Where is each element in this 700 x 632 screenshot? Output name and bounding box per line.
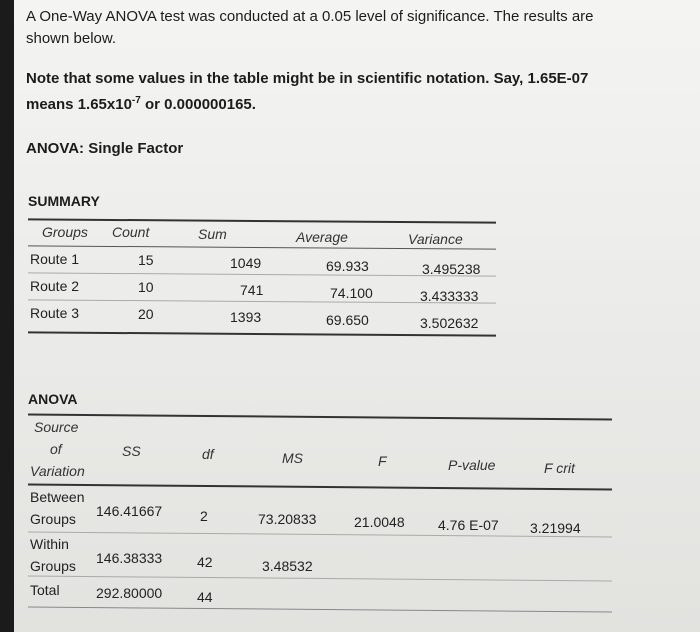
note-suffix: or 0.000000165. (140, 96, 256, 113)
summary-header-sum: Sum (198, 226, 227, 242)
summary-route-1-group: Route 1 (30, 251, 80, 267)
anova-within-ms: 3.48532 (262, 558, 313, 574)
summary-route-1-variance: 3.495238 (422, 261, 481, 277)
anova-header-df: df (202, 446, 214, 462)
anova-within-df: 42 (197, 554, 213, 570)
anova-label: ANOVA (28, 391, 78, 407)
anova-between-df: 2 (200, 508, 208, 524)
summary-route-1-sum: 1049 (230, 255, 262, 271)
summary-header-average: Average (296, 229, 348, 245)
anova-between-f: 21.0048 (354, 514, 405, 530)
anova-between-source-line-1: Between (30, 489, 85, 505)
anova-within-source-line-2: Groups (30, 558, 76, 574)
summary-route-3-average: 69.650 (326, 312, 369, 328)
anova-row-rule (28, 575, 612, 581)
note-prefix: means 1.65x10 (26, 96, 132, 113)
summary-route-2-count: 10 (138, 279, 154, 295)
anova-header-p-value: P-value (448, 457, 496, 473)
anova-header-ss: SS (122, 443, 141, 459)
summary-route-3-group: Route 3 (30, 305, 80, 321)
anova-between-p-value: 4.76 E-07 (438, 517, 499, 533)
anova-top-rule (28, 413, 612, 420)
summary-header-groups: Groups (42, 224, 88, 240)
summary-bottom-rule (28, 331, 496, 336)
anova-header-ms: MS (282, 450, 303, 466)
anova-between-ss: 146.41667 (96, 503, 163, 519)
anova-header-rule (28, 483, 612, 490)
summary-route-1-average: 69.933 (326, 258, 369, 274)
anova-header-source-line-2: of (50, 441, 62, 457)
summary-route-3-variance: 3.502632 (420, 315, 479, 331)
worksheet-page (14, 0, 700, 632)
anova-header-f-crit: F crit (544, 460, 575, 476)
anova-between-ms: 73.20833 (258, 511, 317, 527)
summary-top-rule (28, 218, 496, 223)
summary-route-2-group: Route 2 (30, 278, 80, 294)
intro-line-2: shown below. (26, 30, 117, 47)
anova-between-source-line-2: Groups (30, 511, 76, 527)
anova-title: ANOVA: Single Factor (26, 140, 184, 157)
summary-header-count: Count (112, 224, 150, 240)
anova-bottom-rule (28, 606, 612, 612)
summary-route-1-count: 15 (138, 252, 154, 268)
summary-route-3-count: 20 (138, 306, 154, 322)
anova-total-ss: 292.80000 (96, 585, 163, 601)
anova-between-f-crit: 3.21994 (530, 520, 581, 536)
anova-header-source-line-1: Source (34, 419, 79, 435)
intro-line-1: A One-Way ANOVA test was conducted at a 0.05 level of significance. The results are (26, 8, 594, 25)
anova-total-source: Total (30, 582, 60, 598)
summary-route-2-sum: 741 (240, 282, 264, 298)
summary-route-2-average: 74.100 (330, 285, 373, 301)
summary-header-variance: Variance (408, 231, 463, 247)
note-exponent: -7 (131, 95, 141, 106)
anova-within-ss: 146.38333 (96, 550, 163, 566)
note-line-2 (26, 95, 256, 113)
note-line-1: Note that some values in the table might be in scientific notation. Say, 1.65E-07 (26, 70, 589, 87)
summary-label: SUMMARY (28, 193, 100, 209)
anova-header-source-line-3: Variation (30, 463, 85, 479)
summary-route-3-sum: 1393 (230, 309, 262, 325)
anova-within-source-line-1: Within (30, 536, 69, 552)
anova-header-f: F (378, 453, 387, 469)
summary-route-2-variance: 3.433333 (420, 288, 479, 304)
anova-total-df: 44 (197, 589, 213, 605)
anova-row-rule (28, 531, 612, 537)
